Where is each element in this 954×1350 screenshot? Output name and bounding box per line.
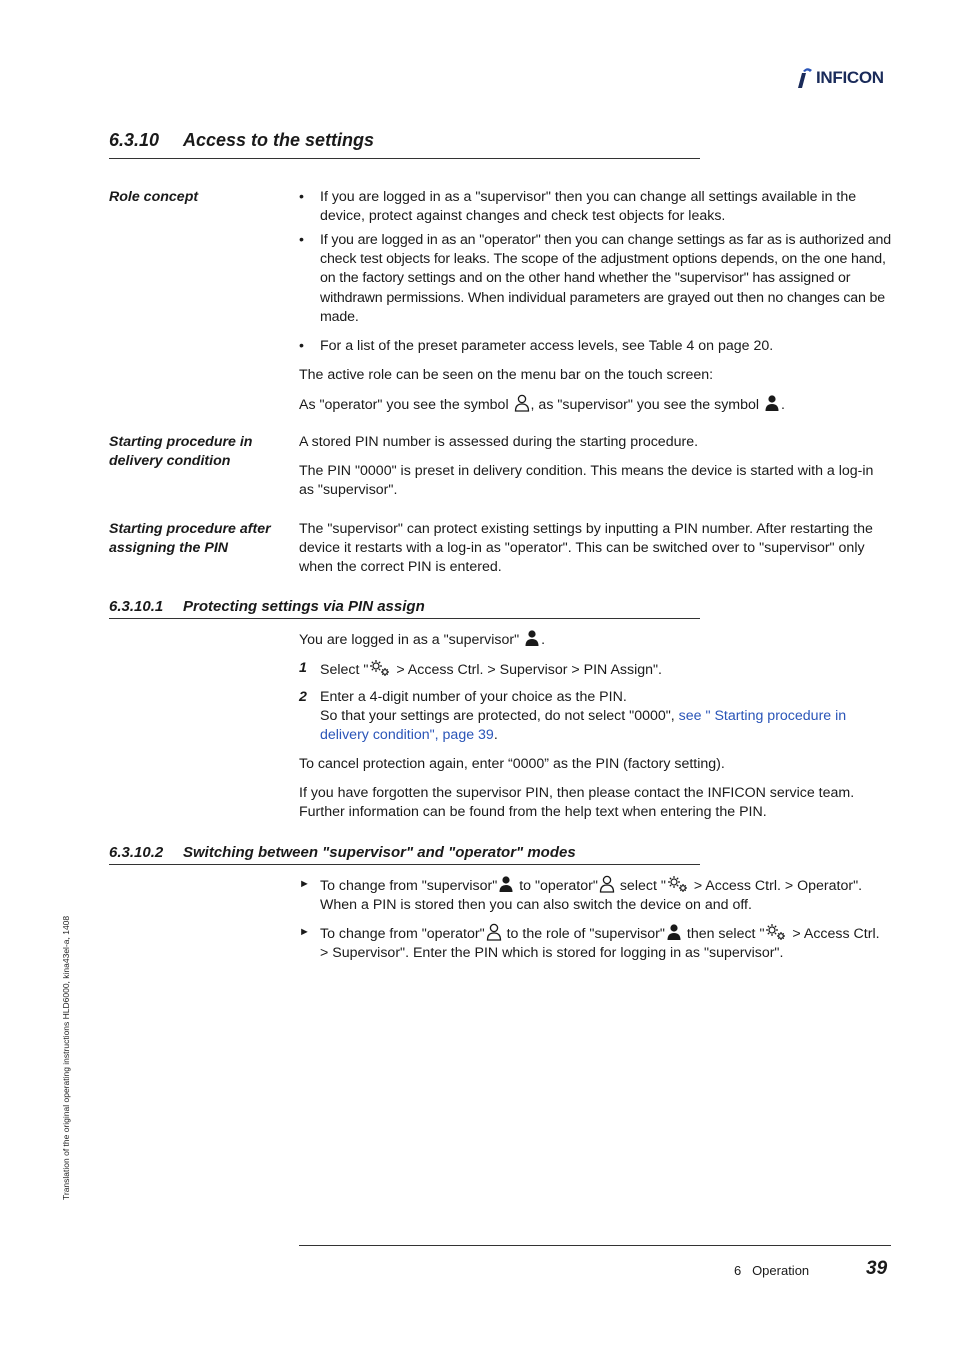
instruction-item-1 [299,875,891,915]
inficon-logo-mark-icon [795,67,813,89]
logo-text: INFICON [816,68,884,87]
step1-text-a: Select " [320,662,369,678]
section-title: Access to the settings [183,130,375,150]
arrow-icon: ► [299,878,310,890]
delivery-p2: The PIN "0000" is preset in delivery condition. This means the device is started with a log-in as "supervisor". [299,463,874,499]
step2-line-b [320,707,891,745]
arrow-icon: ► [299,926,310,938]
supervisor-icon [498,875,514,893]
instruction-text [320,923,891,963]
subsection-heading-1 [109,598,700,619]
after-pin-label: Starting procedure after assigning the PIN [109,521,271,556]
bullet-text: If you are logged in as a "supervisor" then you can change all settings available in the device, protect against changes and check test objects for leaks. [320,189,857,225]
step-1 [299,659,891,680]
instruction-item-2 [299,923,891,963]
item1-text-b: to "operator" [515,878,598,894]
subsection-title: Switching between "supervisor" and "operator" modes [183,844,576,861]
item1-text-d: > Access Ctrl. > Operator". When a PIN is stored then you can also switch the device on and off. [320,878,863,914]
section-heading [109,130,700,159]
symbol-text-b: , as "supervisor" you see the symbol [530,397,760,413]
item2-text-c: then select " [682,926,765,942]
bullet-text: If you are logged in as an "operator" then you can change settings as far as is authorized and check test objects for leaks. The scope of the adjustment options depends, on the one hand, on the factory settings and on the other hand whether the "supervisor" has assigned or withdrawn permissions. When individual parameters are grayed out then no changes can be made. [320,232,891,325]
settings-gears-icon [369,659,391,677]
subsection-title: Protecting settings via PIN assign [183,598,425,615]
active-role-text: The active role can be seen on the menu bar on the touch screen: [299,367,714,383]
list-item [299,188,891,226]
footer-divider [299,1245,891,1246]
cancel-text: To cancel protection again, enter “0000” as the PIN (factory setting). [299,756,725,772]
settings-gears-icon [765,923,787,941]
step-2 [299,688,891,746]
item2-text-b: to the role of "supervisor" [502,926,665,942]
supervisor-icon [764,394,780,412]
settings-gears-icon [667,875,689,893]
step-number: 2 [299,689,307,705]
bullet-text: For a list of the preset parameter access levels, see Table 4 on page 20. [320,338,774,354]
logged-text-a: You are logged in as a "supervisor" [299,632,520,648]
delivery-label: Starting procedure in delivery condition [109,434,253,469]
symbol-text-a: As "operator" you see the symbol [299,397,509,413]
step-text [320,688,891,746]
step1-text-b: > Access Ctrl. > Supervisor > PIN Assign". [392,662,663,678]
logged-text-b: . [541,632,546,648]
bullet-icon: • [299,338,304,354]
subsection-heading-2 [109,844,700,865]
section-number: 6.3.10 [109,130,160,150]
bullet-icon: • [299,232,304,248]
bullet-icon: • [299,189,304,205]
after-pin-p1: The "supervisor" can protect existing settings by inputting a PIN number. After restarting the device it restarts with a log-in as "operator". This can be switched over to "supervisor" only when the correct PIN is entered. [299,521,873,576]
symbol-text-c: . [781,397,785,413]
subsection-number: 6.3.10.1 [109,598,164,615]
list-item [299,337,891,356]
list-item [299,231,891,327]
step2-text-a: Enter a 4-digit number of your choice as the PIN. [320,689,627,705]
delivery-p1: A stored PIN number is assessed during the starting procedure. [299,434,699,450]
step-number: 1 [299,660,307,676]
supervisor-icon [666,923,682,941]
forgot-pin-text: If you have forgotten the supervisor PIN, then please contact the INFICON service team. Further information can be found from the help text when entering the PIN. [299,785,855,821]
operator-icon [514,394,530,412]
role-symbols-line [299,394,891,415]
supervisor-icon [524,629,540,647]
item1-text-a: To change from "supervisor" [320,878,498,894]
logged-in-line [299,629,891,650]
footer-chapter: 6 Operation [734,1263,810,1278]
document-reference: Translation of the original operating instructions HLD6000, kina43el-a, 1408 [61,915,71,1200]
role-concept-label: Role concept [109,189,199,205]
instruction-text [320,875,891,915]
step2-text-b: So that your settings are protected, do not select "0000", [320,708,679,725]
step2-text-c: . [493,727,498,744]
page-number: 39 [866,1258,888,1279]
delivery-condition-link[interactable]: see " Starting procedure in delivery condition", page 39 [320,708,847,744]
item2-text-d: > Access Ctrl. > Supervisor". Enter the PIN which is stored for logging in as "supervisor". [320,926,880,962]
operator-icon [599,875,615,893]
operator-icon [486,923,502,941]
item1-text-c: select " [615,878,666,894]
item2-text-a: To change from "operator" [320,926,485,942]
inficon-logo [795,66,884,90]
step-text [320,659,891,680]
subsection-number: 6.3.10.2 [109,844,164,861]
